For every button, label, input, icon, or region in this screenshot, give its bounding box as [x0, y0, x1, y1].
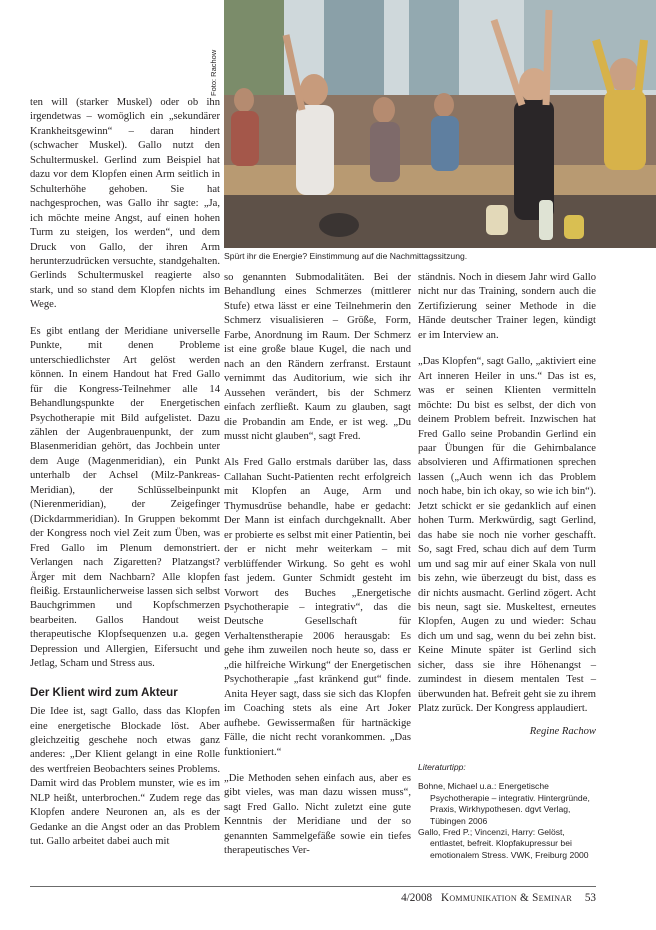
photo-caption: Spürt ihr die Energie? Einstimmung auf die Nachmittagssitzung. [224, 251, 468, 261]
page-number: 53 [584, 892, 596, 904]
paragraph: ständnis. Noch in diesem Jahr wird Gallo nicht nur das Training, sondern auch die Zertifizierung seiner Methode in die Hände deutscher Trainer legen, kündigt er im Interview an. [418, 272, 596, 341]
paragraph: so genannten Submodalitäten. Bei der Behandlung eines Schmerzes (mittlerer Stufe) etwa lässt er eine Teilnehmerin den Schmerz visualisieren – Größe, Form, Farbe, Anordnung im Raum. Der Schmerz ist eine große blaue Kugel, die nach und nach an den Rändern zerfranst. Erstaunt vernimmt das Auditorium, wie sich ihr Aussehen verändert, bis der Schmerz einfach zerfließt. Kaum zu glauben, sagt die Probandin am Ende, er ist weg. „Du musst nicht glauben“, sagt Fred. [224, 272, 411, 442]
issue-number: 4/2008 [401, 892, 433, 904]
paragraph: „Die Methoden sehen einfach aus, aber es gibt vieles, was man dazu wissen muss“, sagt Fred Gallo. Nicht zuletzt eine gute Kenntnis der Meridiane und der so genannten Sammelgefäße sowie ein tiefes therapeutisches Ver- [224, 772, 411, 857]
column-2 [224, 271, 411, 859]
footer-rule [30, 886, 596, 887]
magazine-name: Kommunikation & Seminar [440, 892, 573, 904]
literature-title: Literaturtipp: [418, 762, 466, 772]
literature-entry: Bohne, Michael u.a.: Energetische Psychotherapie – integrativ. Hintergründe, Praxis, Wirkhypothesen. dgvt Verlag, Tübingen 2006 [418, 781, 590, 826]
paragraph: Die Idee ist, sagt Gallo, dass das Klopfen eine energetische Blockade löst. Aber gleichzeitig geschehe noch etwas ganz anderes: „Der Klient gelangt in eine Rolle des wertfreien Beobachters seines Problems. Damit wird das Problem munster, wie es im NLP heißt, unterbrochen.“ Zudem rege das Klopfen andere Neuronen an, als es der Gedanke an die Angst oder an das Problem tut. Gallo arbeitet dabei auch mit [30, 706, 220, 848]
literature-entry: Gallo, Fred P.; Vincenzi, Harry: Gelöst, entlastet, befreit. Klopfakupressur bei emotionalem Stress. VWK, Freiburg 2000 [418, 827, 589, 860]
photo-credit: Foto: Rachow [209, 49, 218, 96]
conference-photo-drawing [224, 0, 656, 248]
paragraph: Es gibt entlang der Meridiane universelle Punkte, mit denen Probleme unterschiedlichster Art gelöst werden können. In einem Handout hat Fred Gallo für die Kongress-Teilnehmer alle 14 Behandlungspunkte der Energetischen Psychotherapie mit Bild aufgelistet. Dazu zählen der Augenbrauenpunkt, der zum Blasenmeridian gehört, das Jochbein unter dem Auge (Magenmeridian), ein Punkt unterhalb der Achsel (Milz-Pankreas-Meridian), der Schlüsselbeinpunkt (Nierenmeridian), der Zeigefinger (Dickdarmmeridian). In Gruppen bekommt der Kongress noch viel Zeit zum Üben, was Fred Gallo im Plenum demonstriert. Verlangen nach Zigaretten? Platzangst? Ärger mit dem Nachbarn? Alle klopfen fleißig. Erstaunlicherweise lassen sich selbst Bauchgrimmen und Kopfschmerzen bearbeiten. Gallos Handout weist therapeutische Klopfsequenzen u.a. gegen Depression und Allergien, Eifersucht und Jetlag, Scham und Stress aus. [30, 325, 220, 670]
paragraph: ten will (starker Muskel) oder ob ihn irgendetwas – womöglich ein „sekundärer Krankheitsgewinn“ – daran hindert (schwacher Muskel). Gallo nutzt den Schultermuskel. Gerlind zum Beispiel hat dazu vor dem Klopfen einen Arm seitlich in Schulterhöhe gehoben. Sie hat nachgesprochen, was Gallo ihr sagte: „Ja, ich möchte meine Angst, auf einen hohen Turm zu steigen, los werden“, und dem Druck von Gallo, der ihren Arm herunterzudrücken versuchte, standgehalten. Gerlinds Schultermuskel reagierte also stark, und so stand dem Klopfen nichts im Wege. [30, 97, 220, 311]
section-heading: Der Klient wird zum Akteur [30, 685, 178, 699]
column-3 [418, 271, 596, 739]
literature-box [418, 762, 602, 861]
paragraph: Als Fred Gallo erstmals darüber las, dass Callahan Sucht-Patienten recht erfolgreich mit Klopfen an Auge, Arm und Thymusdrüse behandle, habe er gedacht: Der Mann ist einfach durchgeknallt. Aber er probierte es selbst mit einer Patientin, bei der er nicht mehr weiterkam – mit verblüffender Wirkung. So geht es wohl fast jedem. Gunter Schmidt gesteht im Vorwort des Buches „Energetische Psychotherapie – integrativ“, das die Deutsche Gesellschaft für Verhaltenstherapie 2006 herausgab: Es gehe ihm zuweilen noch heute so, dass er „die hilfreiche Wirkung“ der Energetischen Psychotherapie „fast kränkend gut“ finde. Anita Heyer sagt, dass sie sich das Klopfen im Coaching stets als eine Art Joker aufhebe. Gewissermaßen für hartnäckige Fälle, die nicht recht vorankommen. „Das funktioniert.“ [224, 457, 411, 758]
paragraph: „Das Klopfen“, sagt Gallo, „aktiviert eine Art inneren Heiler in uns.“ Das ist es, was er seinen Klienten vermitteln möchte: Du bist es selbst, der dich von deinem Problem befreit. Inzwischen hat Fred Gallo seine Probandin Gerlind ein paar Übungen für die Gehirnbalance absolvieren und Affirmationen sprechen lassen („Auch wenn ich das Problem noch habe, bin ich okay, so wie ich bin“). Jetzt schickt er sie gedanklich auf einen hohen Turm. Merkwürdig, sagt Gerlind, das habe sie noch nie vorher geschafft. So, sagt Fred, schau dich auf dem Turm um und sag mir auf einer Skala von null bis zehn, wie überzeugt du bist, dass es dir nichts ausmacht. Gerlind zögert. Acht bis neun, sagt sie. Muskeltest, erneutes Klopfen, Augen zu und wieder: Schau dich um und sag, wenn du bei zehn bist. Keine Minute später ist Gerlind sich sicher, dass sie ihre Höhenangst – zumindest in diesem mentalen Test – überwunden hat. Befreit geht sie zu ihrem Platz zurück. Der Kongress applaudiert. [418, 356, 596, 715]
column-1 [30, 96, 220, 850]
conference-photo [224, 0, 656, 248]
page-footer [401, 892, 596, 904]
author-byline: Regine Rachow [529, 725, 596, 737]
